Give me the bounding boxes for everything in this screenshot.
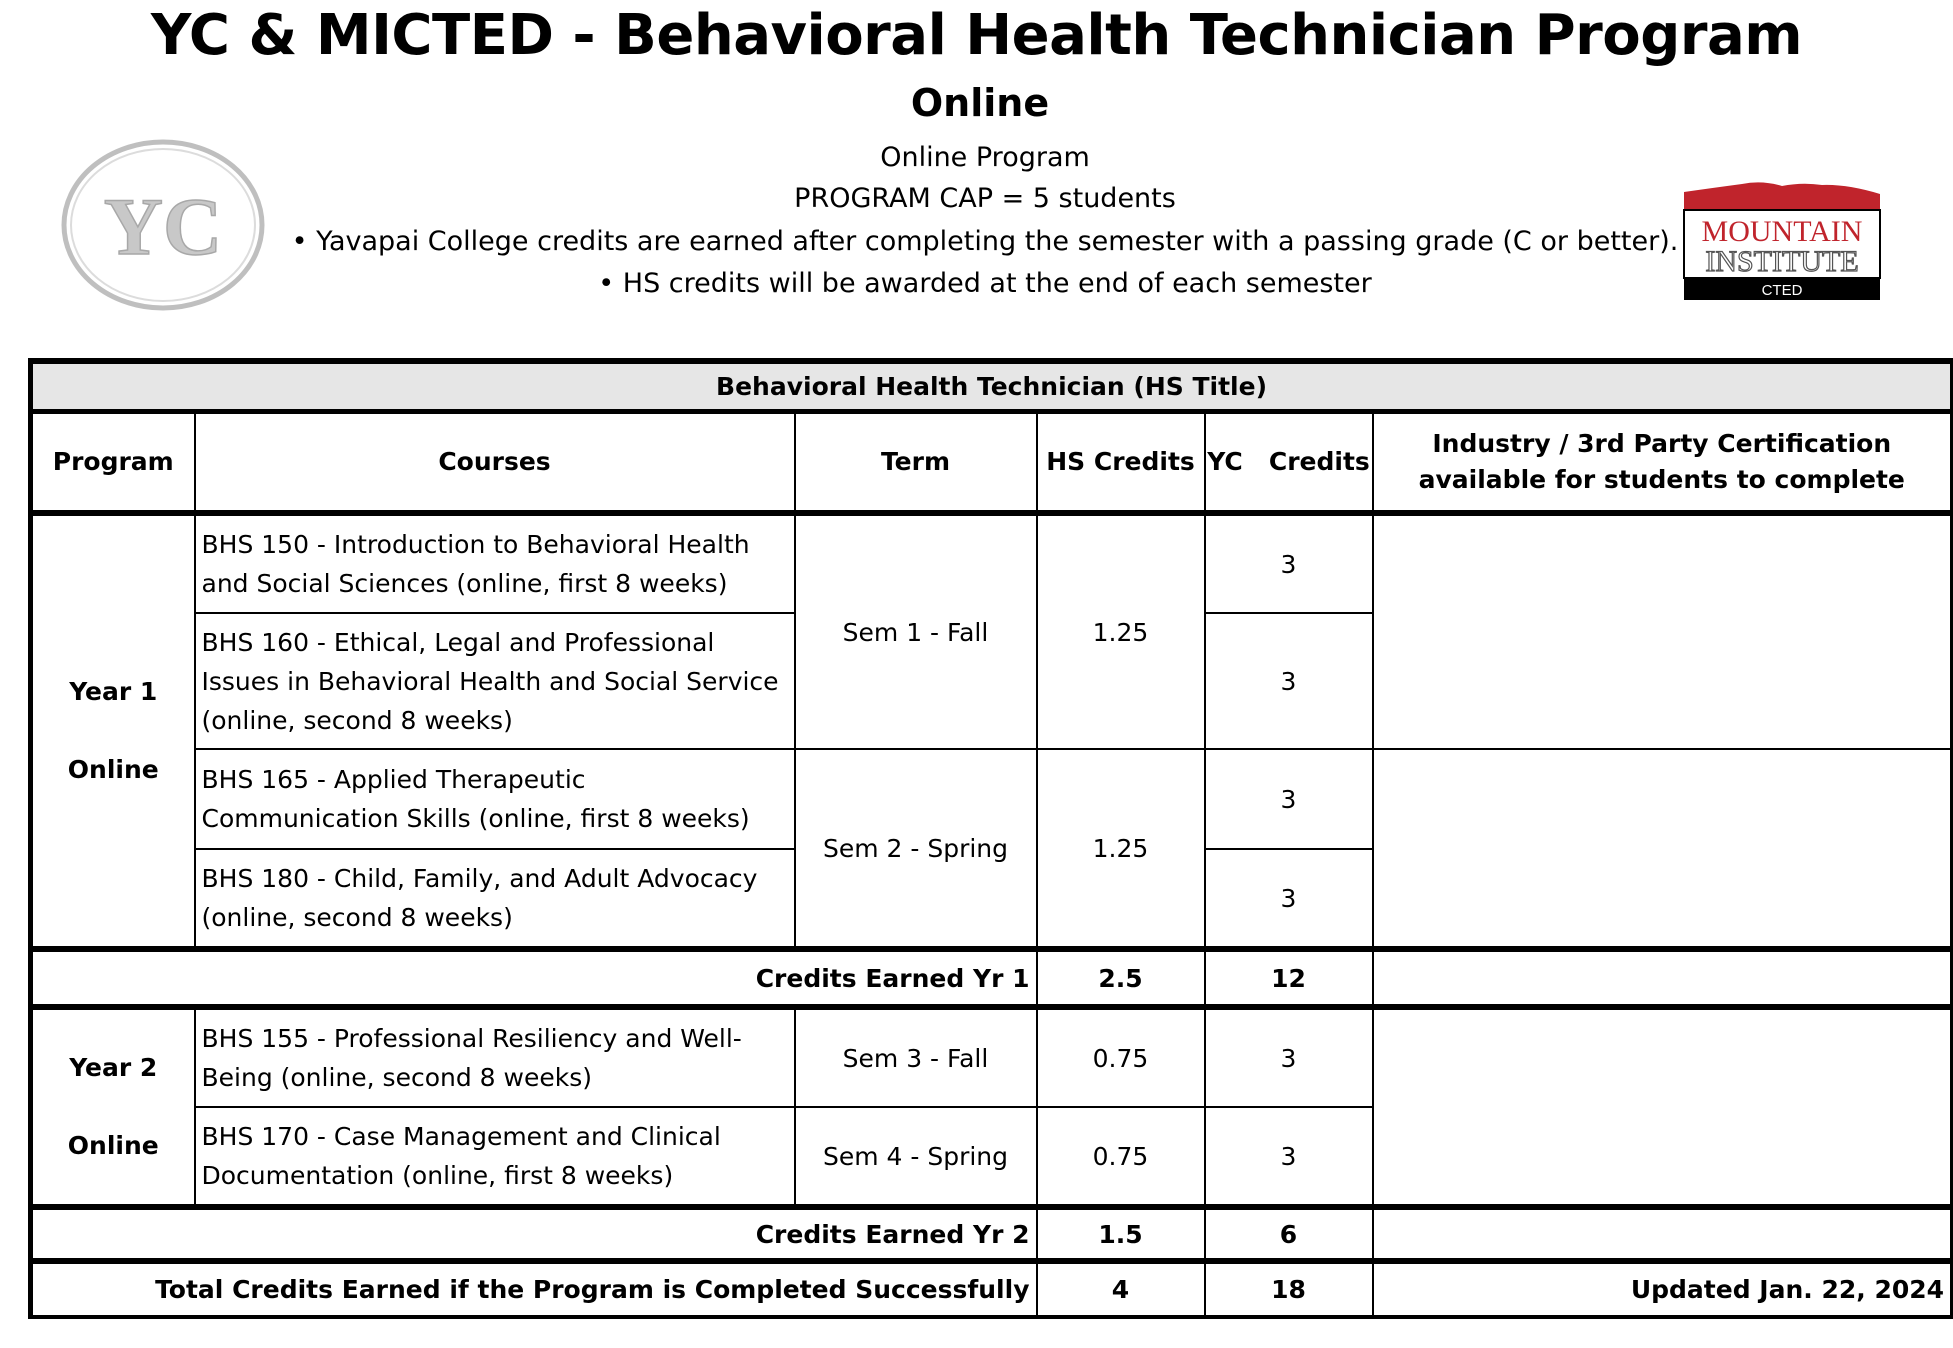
grand-total-label: Total Credits Earned if the Program is Completed Successfully <box>31 1261 1037 1317</box>
yavapai-college-logo <box>58 136 268 314</box>
table-banner: Behavioral Health Technician (HS Title) <box>31 361 1953 411</box>
grand-total-yc: 18 <box>1205 1261 1373 1317</box>
program-year2-mode: Online <box>67 1131 159 1160</box>
hs-credits-sem4: 0.75 <box>1037 1107 1205 1207</box>
program-table <box>28 358 1953 1319</box>
yc-credits-bhs180: 3 <box>1205 849 1373 949</box>
year1-total-label: Credits Earned Yr 1 <box>31 949 1037 1007</box>
header-term: Term <box>795 411 1037 513</box>
course-bhs155: BHS 155 - Professional Resiliency and Well-Being (online, second 8 weeks) <box>195 1007 795 1107</box>
hs-credit-note: • HS credits will be awarded at the end of each semester <box>598 268 1372 299</box>
table-row <box>31 513 1953 613</box>
yc-credits-bhs155: 3 <box>1205 1007 1373 1107</box>
program-type: Online Program <box>880 142 1090 173</box>
mountain-institute-logo <box>1682 180 1882 302</box>
program-year1-mode: Online <box>67 755 159 784</box>
course-bhs165: BHS 165 - Applied Therapeutic Communication Skills (online, first 8 weeks) <box>195 749 795 849</box>
certification-cell <box>1373 749 1953 949</box>
year2-total-hs: 1.5 <box>1037 1207 1205 1261</box>
yc-credit-note: • Yavapai College credits are earned after completing the semester with a passing grade (C or better). <box>291 226 1679 257</box>
header-yc-credits: YC Credits <box>1205 411 1373 513</box>
term-sem3: Sem 3 - Fall <box>795 1007 1037 1107</box>
table-row <box>31 1007 1953 1107</box>
table-row <box>31 749 1953 849</box>
mountain-text: MOUNTAIN <box>1701 215 1863 248</box>
header-courses: Courses <box>195 411 795 513</box>
program-year1 <box>31 513 195 949</box>
year2-total-cert <box>1373 1207 1953 1261</box>
grand-total-hs: 4 <box>1037 1261 1205 1317</box>
table-row <box>31 1261 1953 1317</box>
course-bhs150: BHS 150 - Introduction to Behavioral Health and Social Sciences (online, first 8 weeks) <box>195 513 795 613</box>
page-title: YC & MICTED - Behavioral Health Technician Program <box>150 3 1803 68</box>
certification-cell <box>1373 513 1953 749</box>
yc-credits-bhs150: 3 <box>1205 513 1373 613</box>
year1-total-yc: 12 <box>1205 949 1373 1007</box>
header-certification: Industry / 3rd Party Certification available for students to complete <box>1373 411 1953 513</box>
term-sem1: Sem 1 - Fall <box>795 513 1037 749</box>
cted-text: CTED <box>1761 282 1803 299</box>
certification-cell <box>1373 1007 1953 1207</box>
year2-total-yc: 6 <box>1205 1207 1373 1261</box>
yc-credits-bhs165: 3 <box>1205 749 1373 849</box>
yc-credits-bhs170: 3 <box>1205 1107 1373 1207</box>
term-sem2: Sem 2 - Spring <box>795 749 1037 949</box>
hs-credits-sem3: 0.75 <box>1037 1007 1205 1107</box>
table-row <box>31 1207 1953 1261</box>
year2-total-label: Credits Earned Yr 2 <box>31 1207 1037 1261</box>
institute-text: INSTITUTE <box>1705 245 1859 278</box>
page-subtitle: Online <box>910 81 1050 125</box>
program-cap: PROGRAM CAP = 5 students <box>794 183 1176 214</box>
course-bhs170: BHS 170 - Case Management and Clinical Documentation (online, first 8 weeks) <box>195 1107 795 1207</box>
hs-credits-sem2: 1.25 <box>1037 749 1205 949</box>
updated-date: Updated Jan. 22, 2024 <box>1373 1261 1953 1317</box>
course-bhs180: BHS 180 - Child, Family, and Adult Advocacy (online, second 8 weeks) <box>195 849 795 949</box>
mountain-silhouette <box>1684 182 1880 212</box>
yc-logo-text: YC <box>103 181 223 272</box>
header-hs-credits: HS Credits <box>1037 411 1205 513</box>
course-bhs160: BHS 160 - Ethical, Legal and Professional Issues in Behavioral Health and Social Service (online, second 8 weeks) <box>195 613 795 749</box>
program-year1-label: Year 1 <box>69 677 158 706</box>
term-sem4: Sem 4 - Spring <box>795 1107 1037 1207</box>
table-row <box>31 949 1953 1007</box>
year1-total-hs: 2.5 <box>1037 949 1205 1007</box>
program-year2 <box>31 1007 195 1207</box>
yc-credits-bhs160: 3 <box>1205 613 1373 749</box>
program-year2-label: Year 2 <box>69 1053 158 1082</box>
header-program: Program <box>31 411 195 513</box>
hs-credits-sem1: 1.25 <box>1037 513 1205 749</box>
year1-total-cert <box>1373 949 1953 1007</box>
